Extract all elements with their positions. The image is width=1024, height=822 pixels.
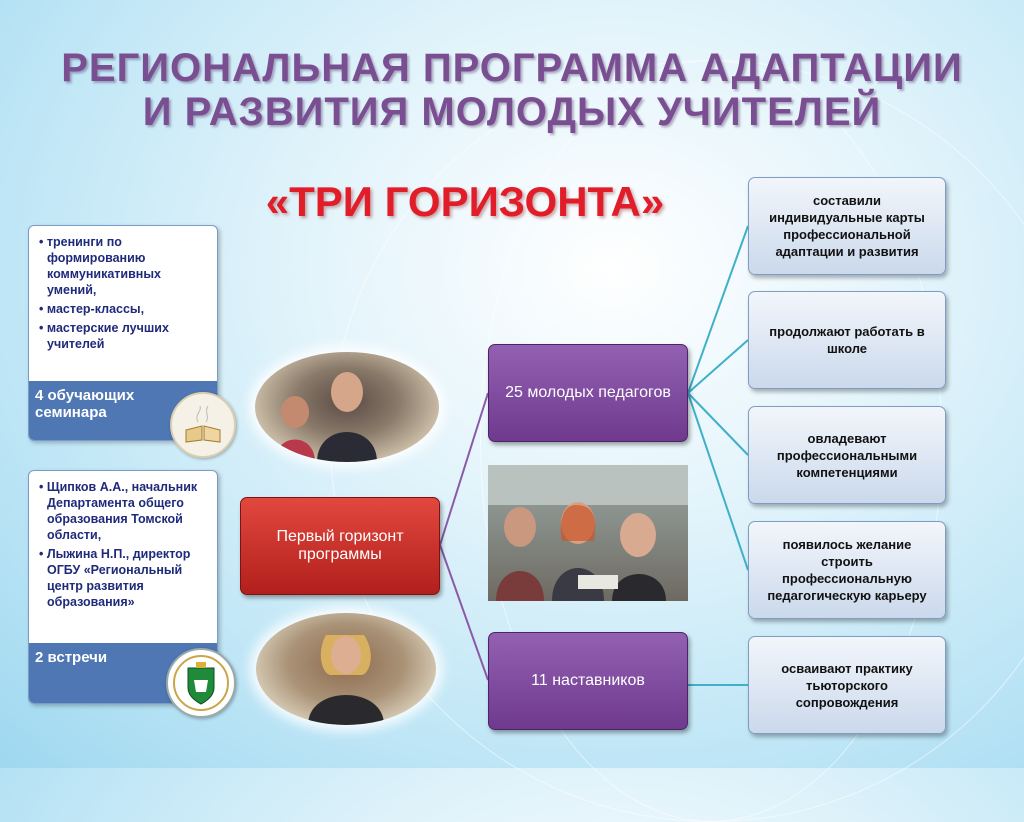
photo-speaker xyxy=(256,613,436,725)
emblem-icon xyxy=(166,648,236,718)
list-item: • тренинги по формированию коммуникативных умений, xyxy=(39,235,161,297)
result-box-5[interactable]: осваивают практику тьюторского сопровождения xyxy=(748,636,946,734)
meetings-footer: 2 встречи xyxy=(29,643,217,703)
connector-first-to-teachers xyxy=(440,393,488,545)
result-box-1[interactable]: составили индивидуальные карты профессиональной адаптации и развития xyxy=(748,177,946,275)
list-item: • Щипков А.А., начальник Департамента общего образования Томской области, xyxy=(39,480,198,542)
young-teachers-box[interactable]: 25 молодых педагогов xyxy=(488,344,688,442)
connector-teachers-r4 xyxy=(688,393,748,570)
connector-first-to-mentors xyxy=(440,545,488,680)
connector-teachers-r3 xyxy=(688,393,748,455)
list-item: • Лыжина Н.П., директор ОГБУ «Региональный центр развития образования» xyxy=(39,547,191,609)
title-line-1: РЕГИОНАЛЬНАЯ ПРОГРАММА АДАПТАЦИИ xyxy=(61,46,963,90)
photo-group xyxy=(488,465,688,601)
photo-seminar xyxy=(255,352,439,462)
list-item: • мастер-классы, xyxy=(39,302,145,316)
subtitle: «ТРИ ГОРИЗОНТА» xyxy=(265,178,665,225)
title-line-2: И РАЗВИТИЯ МОЛОДЫХ УЧИТЕЛЕЙ xyxy=(142,90,882,134)
book-icon xyxy=(170,392,236,458)
result-box-2[interactable]: продолжают работать в школе xyxy=(748,291,946,389)
connector-teachers-r1 xyxy=(688,226,748,393)
first-horizon-box[interactable]: Первый горизонт программы xyxy=(240,497,440,595)
result-box-3[interactable]: овладевают профессиональными компетенциями xyxy=(748,406,946,504)
result-box-4[interactable]: появилось желание строить профессиональную педагогическую карьеру xyxy=(748,521,946,619)
seminars-footer: 4 обучающих семинара xyxy=(29,381,217,440)
list-item: • мастерские лучших учителей xyxy=(39,321,169,351)
mentors-box[interactable]: 11 наставников xyxy=(488,632,688,730)
